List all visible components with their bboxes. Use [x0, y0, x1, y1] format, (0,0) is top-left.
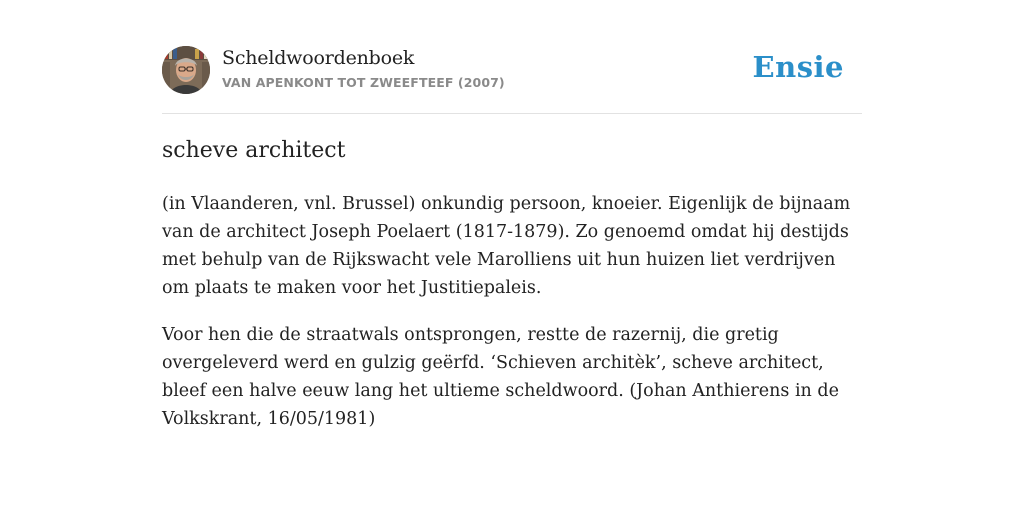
- book-subtitle: VAN APENKONT TOT ZWEEFTEEF (2007): [222, 75, 505, 90]
- entry-header: [162, 46, 862, 96]
- entry-card: [162, 46, 862, 429]
- header-divider: [162, 113, 862, 114]
- brand-logo[interactable]: Ensie: [752, 50, 844, 84]
- author-avatar: [162, 46, 210, 94]
- quotation-paragraph: Voor hen die de straatwals ontsprongen, restte de razernij, die gretig overgeleverd werd en gulzig geërfd. ‘Schieven architèk’, scheve architect, bleef een halve eeuw lang het ultieme scheldwoord. (Johan Anthierens in de Volkskrant, 16/05/1981): [162, 325, 839, 429]
- definition-paragraph: (in Vlaanderen, vnl. Brussel) onkundig persoon, knoeier. Eigenlijk de bijnaam van de architect Joseph Poelaert (1817-1879). Zo genoemd omdat hij destijds met behulp van de Rijkswacht vele Marolliens uit hun huizen liet verdrijven om plaats te maken voor het Justitiepaleis.: [162, 194, 851, 298]
- entry-headword: scheve architect: [162, 138, 346, 163]
- author-portrait-icon: [162, 46, 210, 94]
- book-title[interactable]: Scheldwoordenboek: [222, 47, 415, 69]
